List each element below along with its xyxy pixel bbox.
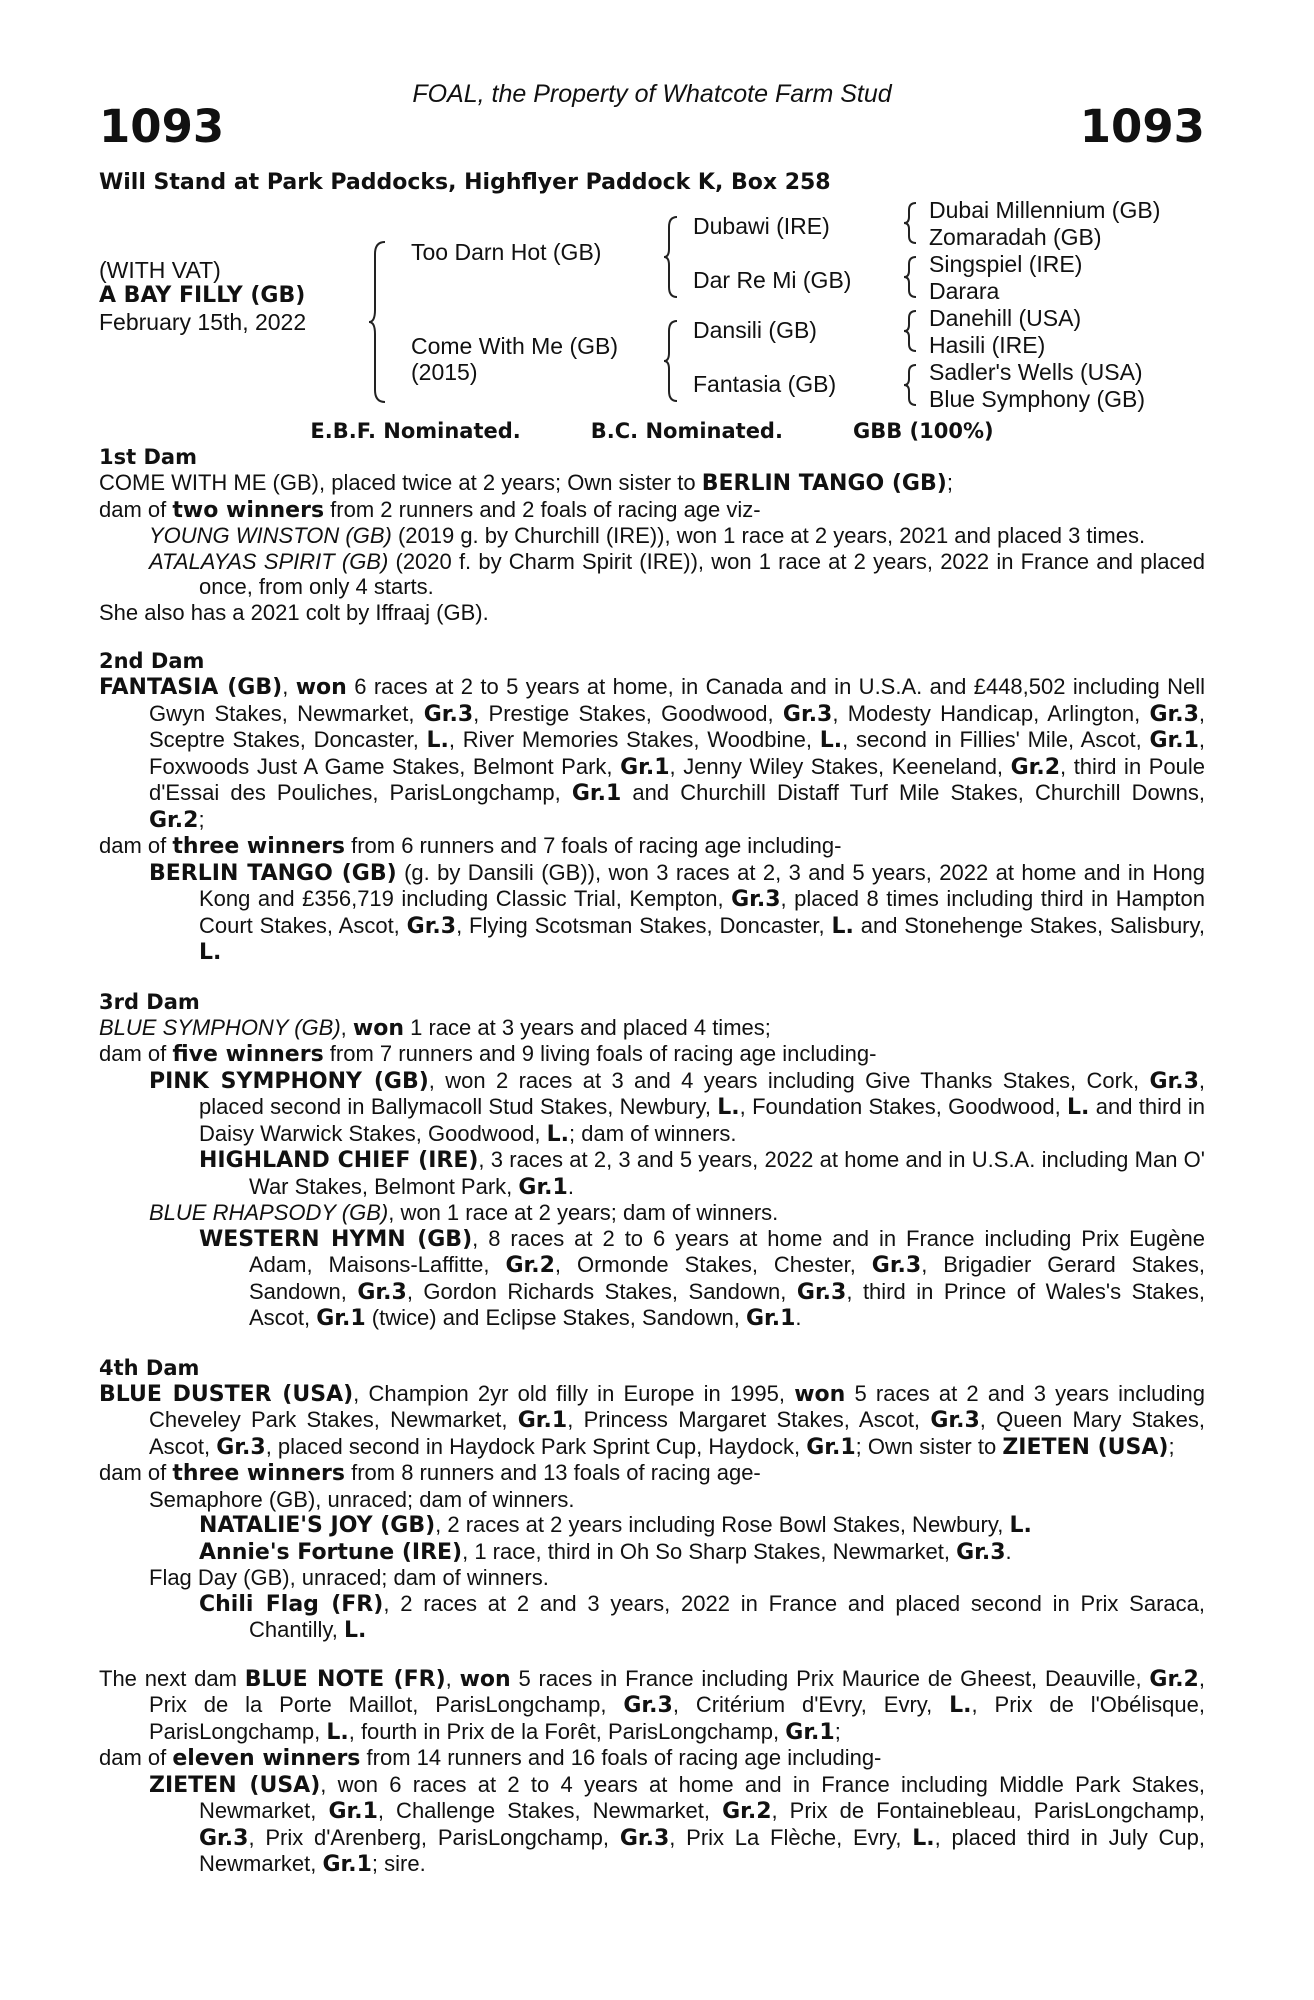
fourth-dam-grandfoal-annie: Annie's Fortune (IRE), 1 race, third in Oh So Sharp Stakes, Newmarket, Gr.3. <box>199 1538 1012 1565</box>
sire-sire: Dubawi (IRE) <box>693 213 830 239</box>
brace-dam <box>664 319 680 404</box>
lot-number-left: 1093 <box>99 100 225 153</box>
next-dam-foal-zieten: ZIETEN (USA), won 6 races at 2 to 4 years at home and in France including Middle Park Stakes, Newmarket, Gr.1, Challenge Stakes, Newmarket, Gr.2, Prix de Fontainebleau, ParisLongchamp, Gr.3, Prix d'Arenberg, ParisLongchamp, Gr.3, Prix La Flèche, Evry, L., placed third in July Cup, Newmarket, Gr.1; sire. <box>149 1771 1205 1877</box>
gen3-3: Singspiel (IRE) <box>929 251 1083 277</box>
brace-main <box>369 240 389 405</box>
third-dam-grandfoal-highland: HIGHLAND CHIEF (IRE), 3 races at 2, 3 and 5 years, 2022 at home and in U.S.A. including Man O' War Stakes, Belmont Park, Gr.1. <box>199 1147 1205 1200</box>
bc-nomination: B.C. Nominated. <box>590 419 783 443</box>
brace-gen3 <box>904 201 920 411</box>
dam-dam: Fantasia (GB) <box>693 371 837 397</box>
second-dam-foal-1: BERLIN TANGO (GB) (g. by Dansili (GB)), won 3 races at 2, 3 and 5 years, 2022 at home and in Hong Kong and £356,719 including Classic Trial, Kempton, Gr.3, placed 8 times including third in Hampton Court Stakes, Ascot, Gr.3, Flying Scotsman Stakes, Doncaster, L. and Stonehenge Stakes, Salisbury, L. <box>149 859 1206 965</box>
gen3-6: Hasili (IRE) <box>929 332 1046 358</box>
fourth-dam-grandfoal-chili: Chili Flag (FR), 2 races at 2 and 3 years, 2022 in France and placed second in Prix Saraca, Chantilly, L. <box>199 1590 1206 1643</box>
fourth-dam-foal-flagday: Flag Day (GB), unraced; dam of winners. <box>149 1565 549 1590</box>
gen3-8: Blue Symphony (GB) <box>929 386 1146 412</box>
stand-location: Will Stand at Park Paddocks, Highflyer Paddock K, Box 258 <box>99 170 831 195</box>
lot-number-right: 1093 <box>1079 100 1205 153</box>
pedigree-table <box>99 195 1205 415</box>
catalogue-page <box>99 80 1205 1878</box>
fourth-dam-record: BLUE DUSTER (USA), Champion 2yr old filly in Europe in 1995, won 5 races at 2 and 3 years including Cheveley Park Stakes, Newmarket, Gr.1, Princess Margaret Stakes, Ascot, Gr.3, Queen Mary Stakes, Ascot, Gr.3, placed second in Haydock Park Sprint Cup, Haydock, Gr.1; Own sister to ZIETEN (USA); <box>99 1380 1205 1460</box>
nominations-row <box>99 419 1205 443</box>
dam-name: Come With Me (GB) <box>411 333 619 359</box>
first-dam-intro: COME WITH ME (GB), placed twice at 2 years; Own sister to BERLIN TANGO (GB); <box>99 470 953 496</box>
third-dam-foal-rhapsody: BLUE RHAPSODY (GB), won 1 race at 2 years; dam of winners. <box>149 1200 779 1225</box>
fourth-dam-title: 4th Dam <box>99 1355 200 1380</box>
vat-note: (WITH VAT) <box>99 257 221 283</box>
gbb-rating: GBB (100%) <box>852 419 994 443</box>
foaling-date: February 15th, 2022 <box>99 309 307 335</box>
fourth-dam-foal-semaphore: Semaphore (GB), unraced; dam of winners. <box>149 1486 575 1512</box>
second-dam-title: 2nd Dam <box>99 649 205 673</box>
first-dam-foal-2: ATALAYAS SPIRIT (GB) (2020 f. by Charm Spirit (IRE)), won 1 race at 2 years, 2022 in France and placed once, from only 4 starts. <box>149 548 1205 599</box>
third-dam-record: BLUE SYMPHONY (GB), won 1 race at 3 years and placed 4 times; <box>99 1014 771 1041</box>
brace-sire <box>664 215 680 300</box>
first-dam-also: She also has a 2021 colt by Iffraaj (GB). <box>99 599 489 625</box>
horse-name: A BAY FILLY (GB) <box>99 283 306 308</box>
first-dam-title: 1st Dam <box>99 445 197 469</box>
property-line: FOAL, the Property of Whatcote Farm Stud <box>412 80 892 108</box>
gen3-2: Zomaradah (GB) <box>929 224 1102 250</box>
dam-sire: Dansili (GB) <box>693 317 817 343</box>
third-dam-title: 3rd Dam <box>99 989 200 1014</box>
gen3-7: Sadler's Wells (USA) <box>929 359 1143 385</box>
sire-dam: Dar Re Mi (GB) <box>693 267 852 293</box>
gen3-4: Darara <box>929 278 1000 304</box>
first-dam-produce: dam of two winners from 2 runners and 2 foals of racing age viz- <box>99 496 761 523</box>
gen3-1: Dubai Millennium (GB) <box>929 197 1161 223</box>
next-dam-record: The next dam BLUE NOTE (FR), won 5 races in France including Prix Maurice de Gheest, Deauville, Gr.2, Prix de la Porte Maillot, ParisLongchamp, Gr.3, Critérium d'Evry, Evry, L., Prix de l'Obélisque, ParisLongchamp, L., fourth in Prix de la Forêt, ParisLongchamp, Gr.1; <box>99 1665 1205 1745</box>
fourth-dam-grandfoal-natalie: NATALIE'S JOY (GB), 2 races at 2 years including Rose Bowl Stakes, Newbury, L. <box>199 1512 1032 1538</box>
third-dam-produce: dam of five winners from 7 runners and 9 living foals of racing age including- <box>99 1041 877 1067</box>
ebf-nomination: E.B.F. Nominated. <box>310 419 521 443</box>
sire-name: Too Darn Hot (GB) <box>411 239 602 265</box>
lot-row <box>99 100 1205 168</box>
first-dam-foal-1: YOUNG WINSTON (GB) (2019 g. by Churchill (IRE)), won 1 race at 2 years, 2021 and placed 3 times. <box>149 523 1146 548</box>
fourth-dam-produce: dam of three winners from 8 runners and 13 foals of racing age- <box>99 1460 761 1486</box>
dam-year: (2015) <box>411 359 478 385</box>
second-dam-record: FANTASIA (GB), won 6 races at 2 to 5 years at home, in Canada and in U.S.A. and £448,502 including Nell Gwyn Stakes, Newmarket, Gr.3, Prestige Stakes, Goodwood, Gr.3, Modesty Handicap, Arlington, Gr.3, Sceptre Stakes, Doncaster, L., River Memories Stakes, Woodbine, L., second in Fillies' Mile, Ascot, Gr.1, Foxwoods Just A Game Stakes, Belmont Park, Gr.1, Jenny Wiley Stakes, Keeneland, Gr.2, third in Poule d'Essai des Pouliches, ParisLongchamp, Gr.1 and Churchill Distaff Turf Mile Stakes, Churchill Downs, Gr.2; <box>99 674 1205 833</box>
gen3-5: Danehill (USA) <box>929 305 1082 331</box>
next-dam-produce: dam of eleven winners from 14 runners and 16 foals of racing age including- <box>99 1745 882 1771</box>
second-dam-produce: dam of three winners from 6 runners and 7 foals of racing age including- <box>99 833 842 859</box>
third-dam-foal-pink: PINK SYMPHONY (GB), won 2 races at 3 and 4 years including Give Thanks Stakes, Cork, Gr.3, placed second in Ballymacoll Stud Stakes, Newbury, L., Foundation Stakes, Goodwood, L. and third in Daisy Warwick Stakes, Goodwood, L.; dam of winners. <box>149 1067 1205 1147</box>
third-dam-grandfoal-western: WESTERN HYMN (GB), 8 races at 2 to 6 years at home and in France including Prix Eugène Adam, Maisons-Laffitte, Gr.2, Ormonde Stakes, Chester, Gr.3, Brigadier Gerard Stakes, Sandown, Gr.3, Gordon Richards Stakes, Sandown, Gr.3, third in Prince of Wales's Stakes, Ascot, Gr.1 (twice) and Eclipse Stakes, Sandown, Gr.1. <box>199 1225 1205 1331</box>
